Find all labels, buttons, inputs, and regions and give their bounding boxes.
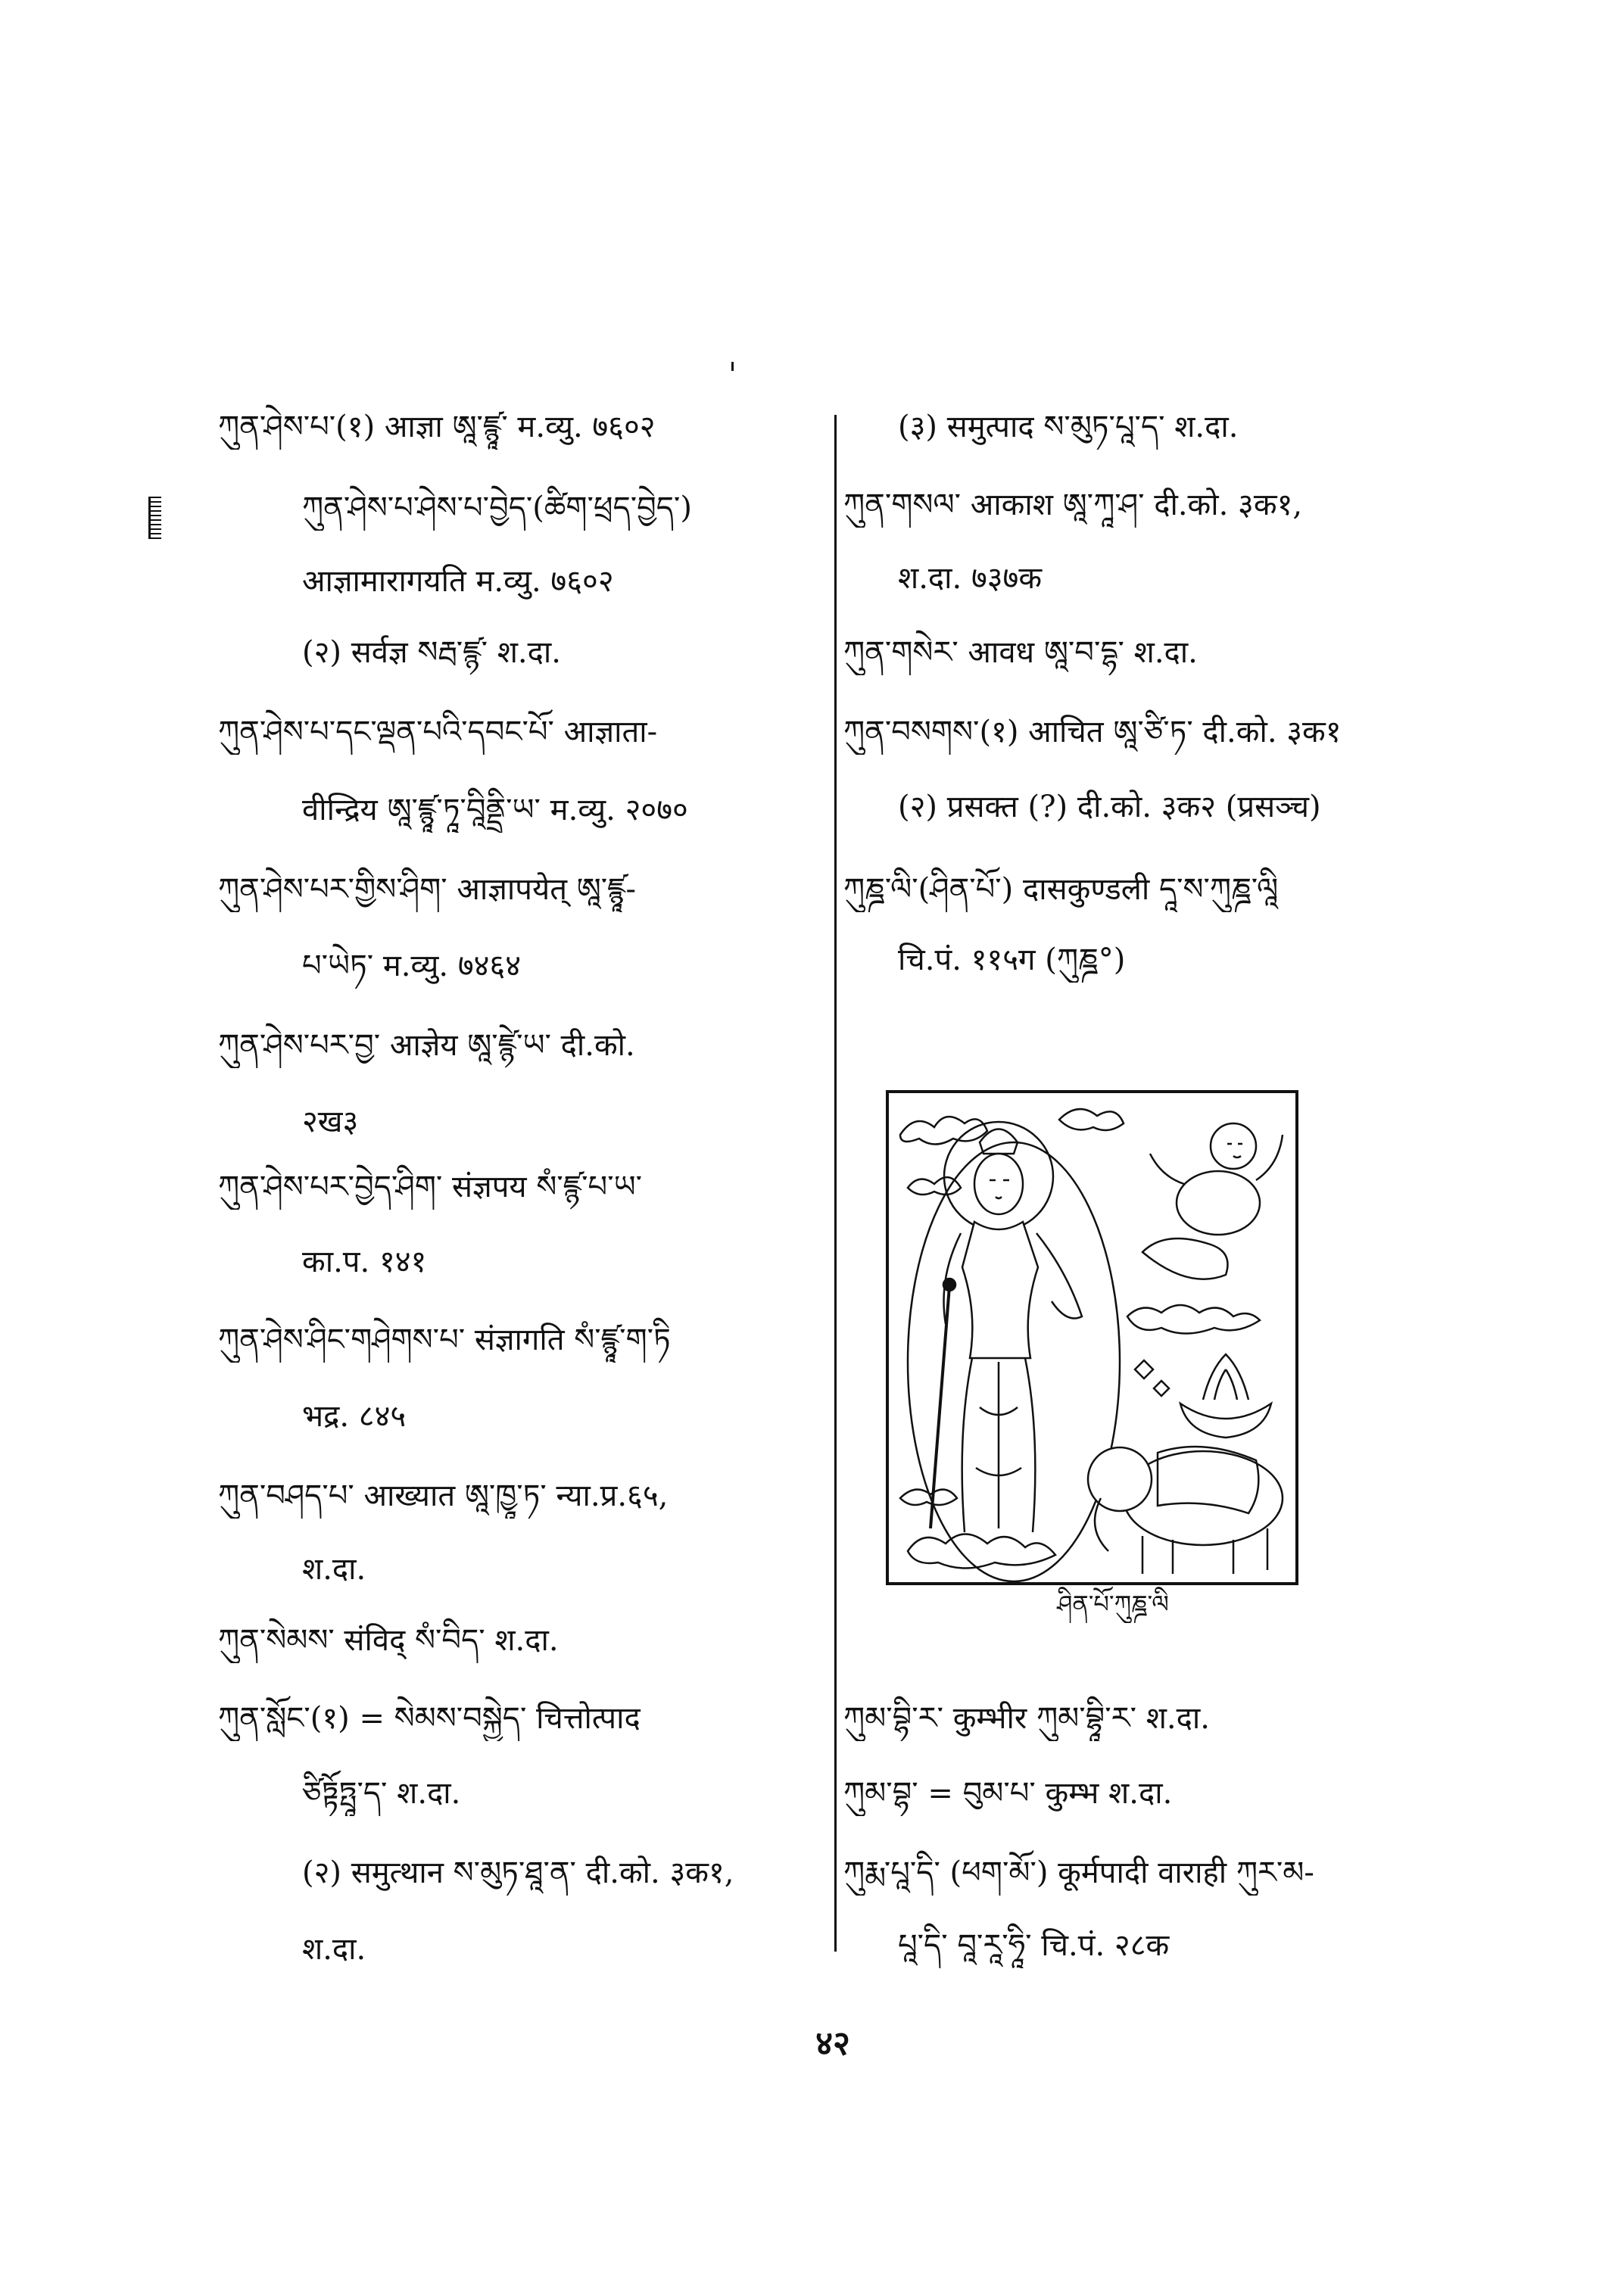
entry-subline: का.प. १४१ <box>302 1245 427 1279</box>
entry-subline: श.दा. ७३७क <box>898 561 1043 596</box>
column-divider <box>834 415 837 1952</box>
entry-headline: ཀུན་གསེར་ आवध ཨཱ་བ་དྷ་ श.दा. <box>843 635 1198 670</box>
entry-headline: ཀུན་བསགས་(१) आचित ཨཱ་ཙི་ཏ་ दी.को. ३क१ <box>843 715 1342 749</box>
entry-subline: आज्ञामारागयति म.व्यु. ७६०२ <box>302 564 614 599</box>
entry-headline: ཀུན་ཤེས་པར་གྱིས་ཤིག་ आज्ञापयेत् ཨཱ་ཛྙཱ- <box>218 872 637 907</box>
head <box>974 1154 1023 1214</box>
entry-headline: ཀུམ་བྷ་ = བུམ་པ་ कुम्भ श.दा. <box>843 1776 1173 1811</box>
entry-subline: པཱ་དི་ བཱ་རཱ་ཧཱི་ चि.पं. २८क <box>898 1928 1170 1963</box>
print-mark <box>731 362 734 371</box>
entry-headline: ཀུཎྜ་ལི་(ཤིན་པོ་) दासकुण्डली དཱ་ས་ཀུཎྜ་ལཱི <box>843 872 1279 907</box>
illustration-caption: ཤིན་པོ་ཀུཎྜ་ལི <box>1057 1590 1169 1618</box>
entry-headline: ཀུན་གསལ་ आकाश ཨཱ་ཀཱ་ཤ་ दी.को. ३क१, <box>843 488 1303 522</box>
entry-headline: ཀུན་ཤེས་པ་(१) आज्ञा ཨཱ་ཛྙཱ་ म.व्यु. ७६०२ <box>218 410 656 444</box>
entry-headline: ཀུན་ཤེས་པར་བྱ་ आज्ञेय ཨཱ་ཛྙེ་ཡ་ दी.को. <box>218 1028 635 1063</box>
entry-headline: ཀུམ་བྷི་ར་ कुम्भीर ཀུམ་བྷཱི་ར་ श.दा. <box>843 1701 1210 1736</box>
entry-headline: ཀུན་བཤད་པ་ आख्यात ཨཱ་ཁྱཱ་ཏ་ न्या.प्र.६५, <box>218 1478 669 1513</box>
entry-subline: (२) समुत्थान ས་མུཏ་ཐཱ་ན་ दी.को. ३क१, <box>302 1855 734 1890</box>
entry-subline: भद्र. ८४५ <box>302 1399 407 1434</box>
entry-subline: श.दा. <box>302 1932 366 1967</box>
page-number: ४२ <box>815 2024 850 2063</box>
entry-headline: ཀུརྨ་པཱ་དི་ (ཕག་མོ་) कूर्मपादी वाराही ཀུར་མ- <box>843 1855 1314 1890</box>
entry-headline: ཀུན་ཤེས་པ་དང་ལྡན་པའི་དབང་པོ་ आज्ञाता- <box>218 715 658 749</box>
entry-headline: ཀུན་ཤེས་པར་བྱེད་ཤིག་ संज्ञपय སཾ་ཛྙ་པ་ཡ་ <box>218 1170 642 1204</box>
margin-ruler-mark <box>148 497 161 539</box>
deity-illustration <box>885 1089 1299 1586</box>
entry-subline: (२) प्रसक्त (?) दी.को. ३क२ (प्रसञ्च) <box>898 790 1321 824</box>
entry-headline: ཀུན་ཤེས་ཤིང་གཤེགས་པ་ संज्ञागति སཾ་ཛྙཱ་ག་ཏི <box>218 1323 671 1357</box>
entry-subline: वीन्द्रिय ཨཱ་ཛྙཱ་ཏཱ་བཱིནྡྲི་ཡ་ म.व्यु. २०७० <box>302 793 688 827</box>
entry-subline: २ख३ <box>302 1104 359 1139</box>
torso <box>962 1222 1038 1358</box>
entry-subline: श.दा. <box>302 1552 366 1587</box>
entry-subline: ཙིཏྟོཏྤཱ་ད་ श.दा. <box>302 1776 461 1811</box>
entry-headline: ཀུན་སེམས་ संविद् སཾ་བིད་ श.दा. <box>218 1623 559 1658</box>
entry-subline: चि.पं. ११५ग (ཀུཎྜ°) <box>898 942 1126 977</box>
entry-subline: ཀུན་ཤེས་པ་ཤེས་པ་བྱེད་(ཚིག་ཕྲད་བྱེད་) <box>302 491 692 525</box>
entry-subline: (३) समुत्पाद ས་མུཏ་པཱ་ད་ श.दा. <box>898 410 1239 444</box>
entry-subline: པ་ཡེཏ་ म.व्यु. ७४६४ <box>302 949 522 983</box>
entry-subline: (२) सर्वज्ञ སརྦ་ཛྙ་ श.दा. <box>302 635 561 670</box>
entry-headline: ཀུན་སློང་(१) = སེམས་བསྐྱེད་ चित्तोत्पाद <box>218 1701 641 1736</box>
